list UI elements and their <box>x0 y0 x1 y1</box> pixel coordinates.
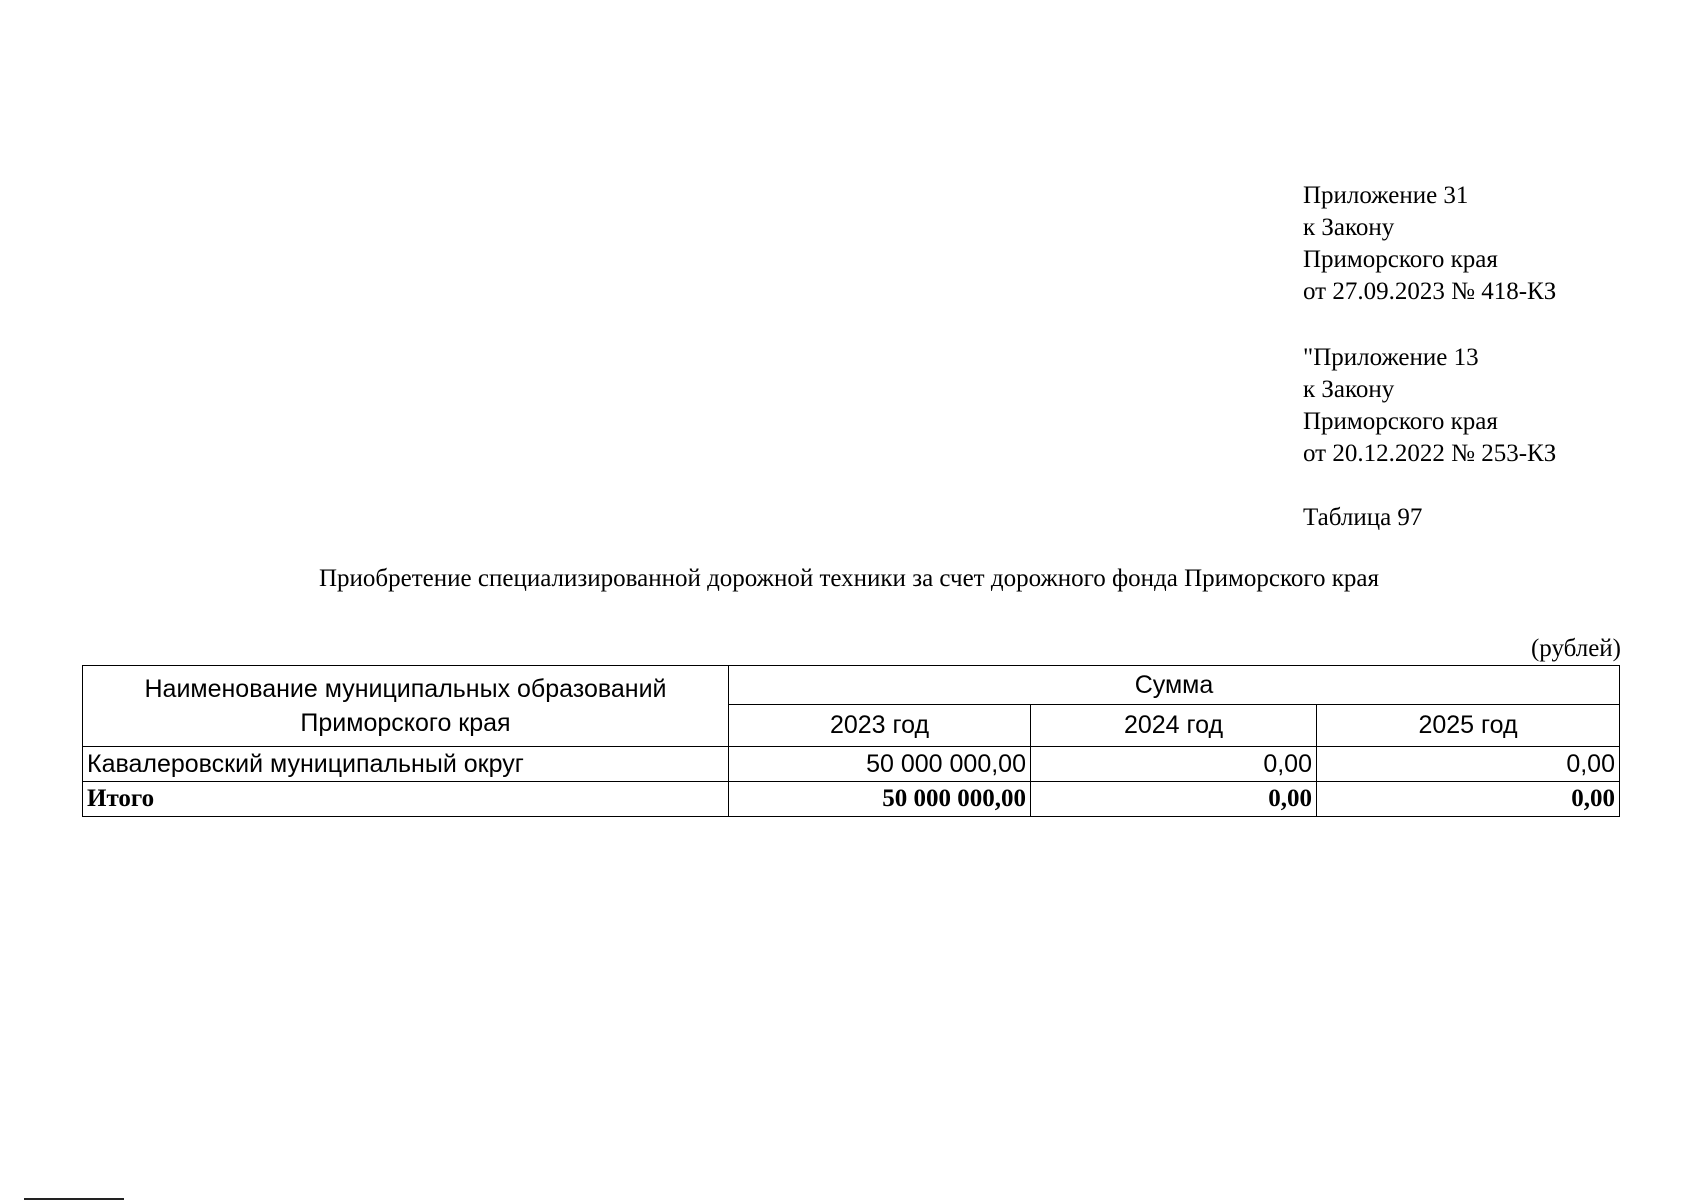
header-year-2023: 2023 год <box>729 705 1031 747</box>
total-value-2025: 0,00 <box>1317 782 1620 817</box>
appendix-current-line1: Приложение 31 <box>1303 182 1469 209</box>
header-municipality-line2: Приморского края <box>300 709 511 737</box>
header-year-2025: 2025 год <box>1317 705 1620 747</box>
total-label: Итого <box>83 782 729 817</box>
appendix-amended-line1: "Приложение 13 <box>1303 344 1479 371</box>
table-number: Таблица 97 <box>1303 504 1423 531</box>
header-sum: Сумма <box>729 666 1620 705</box>
header-municipality <box>83 666 729 747</box>
appendix-amended-line3: Приморского края <box>1303 408 1498 435</box>
row-value-2025: 0,00 <box>1317 747 1620 782</box>
document-title: Приобретение специализированной дорожной техники за счет дорожного фонда Приморского края <box>319 565 1379 592</box>
appendix-current-line4: от 27.09.2023 № 418-КЗ <box>1303 278 1557 305</box>
row-municipality-name: Кавалеровский муниципальный округ <box>83 747 729 782</box>
appendix-current-block <box>1303 180 1556 308</box>
total-row <box>83 782 1620 817</box>
units-label: (рублей) <box>1530 635 1621 662</box>
funding-table <box>82 665 1620 817</box>
total-value-2024: 0,00 <box>1031 782 1317 817</box>
appendix-amended-line2: к Закону <box>1303 376 1395 403</box>
row-value-2023: 50 000 000,00 <box>729 747 1031 782</box>
appendix-amended-line4: от 20.12.2022 № 253-КЗ <box>1303 440 1557 467</box>
header-year-2024: 2024 год <box>1031 705 1317 747</box>
appendix-current-line3: Приморского края <box>1303 246 1498 273</box>
appendix-current-line2: к Закону <box>1303 214 1395 241</box>
appendix-amended-block <box>1303 342 1556 470</box>
table-row <box>83 747 1620 782</box>
row-value-2024: 0,00 <box>1031 747 1317 782</box>
total-value-2023: 50 000 000,00 <box>729 782 1031 817</box>
header-municipality-line1: Наименование муниципальных образований <box>144 675 667 703</box>
